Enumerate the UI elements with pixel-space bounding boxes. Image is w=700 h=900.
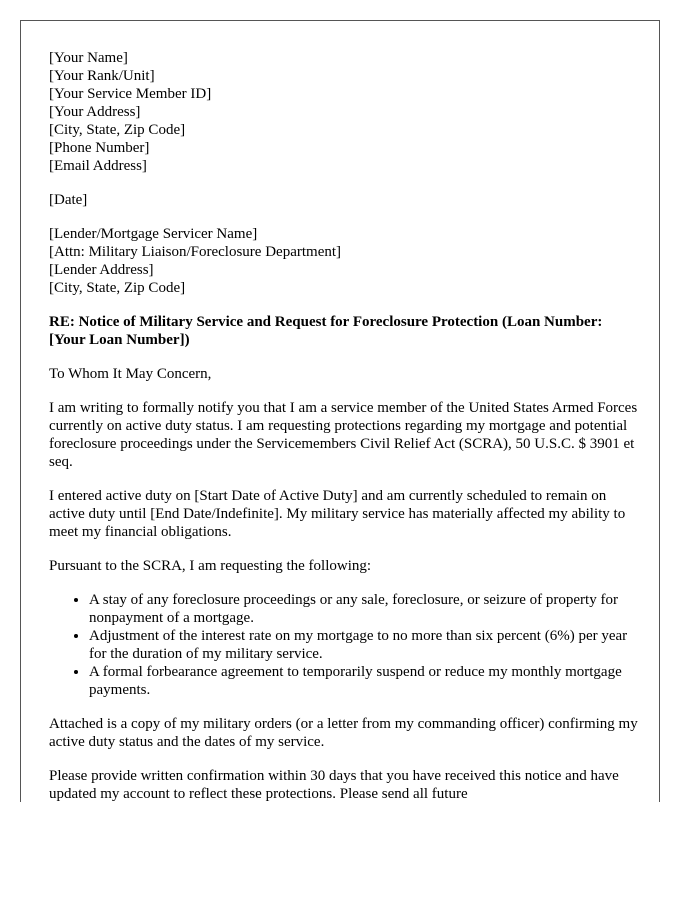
sender-email: [Email Address] bbox=[49, 158, 147, 174]
sender-member-id: [Your Service Member ID] bbox=[49, 86, 212, 102]
list-item: • A stay of any foreclosure proceedings or any sale, foreclosure, or seizure of property for nonpayment of a mortgage. bbox=[89, 591, 639, 627]
list-item: • Adjustment of the interest rate on my mortgage to no more than six percent (6%) per year for the duration of my military service. bbox=[89, 627, 639, 663]
sender-rank-unit: [Your Rank/Unit] bbox=[49, 68, 155, 84]
subject-line: RE: Notice of Military Service and Request for Foreclosure Protection (Loan Number: [Your Loan Number]) bbox=[49, 314, 603, 348]
letter-date: [Date] bbox=[49, 192, 88, 208]
recipient-attn: [Attn: Military Liaison/Foreclosure Department] bbox=[49, 244, 342, 260]
recipient-name: [Lender/Mortgage Servicer Name] bbox=[49, 226, 258, 242]
list-item: • A formal forbearance agreement to temporarily suspend or reduce my monthly mortgage payments. bbox=[89, 663, 639, 699]
paragraph-notification: I am writing to formally notify you that I am a service member of the United States Armed Forces currently on active duty status. I am requesting protections regarding my mortgage and potential foreclosure proceedings under the Servicemembers Civil Relief Act (SCRA), 50 U.S.C. $ 3901 et seq. bbox=[49, 400, 638, 470]
requests-list bbox=[49, 591, 639, 699]
recipient-block bbox=[49, 225, 639, 297]
paragraph-requests-intro: Pursuant to the SCRA, I am requesting the following: bbox=[49, 558, 372, 574]
recipient-address: [Lender Address] bbox=[49, 262, 154, 278]
recipient-city-state-zip: [City, State, Zip Code] bbox=[49, 280, 186, 296]
date-block bbox=[49, 191, 639, 209]
letter-content bbox=[49, 49, 639, 802]
sender-phone: [Phone Number] bbox=[49, 140, 150, 156]
letter-page bbox=[20, 20, 660, 802]
sender-address: [Your Address] bbox=[49, 104, 141, 120]
paragraph-active-duty: I entered active duty on [Start Date of Active Duty] and am currently scheduled to remain on active duty until [End Date/Indefinite]. My military service has materially affected my ability to meet my financial obligations. bbox=[49, 488, 626, 540]
sender-city-state-zip: [City, State, Zip Code] bbox=[49, 122, 186, 138]
paragraph-attachment: Attached is a copy of my military orders (or a letter from my commanding officer) confirming my active duty status and the dates of my service. bbox=[49, 716, 638, 750]
sender-block bbox=[49, 49, 639, 175]
salutation: To Whom It May Concern, bbox=[49, 366, 212, 382]
sender-name: [Your Name] bbox=[49, 50, 128, 66]
paragraph-confirmation: Please provide written confirmation within 30 days that you have received this notice and have updated my account to reflect these protections. Please send all future bbox=[49, 768, 619, 802]
